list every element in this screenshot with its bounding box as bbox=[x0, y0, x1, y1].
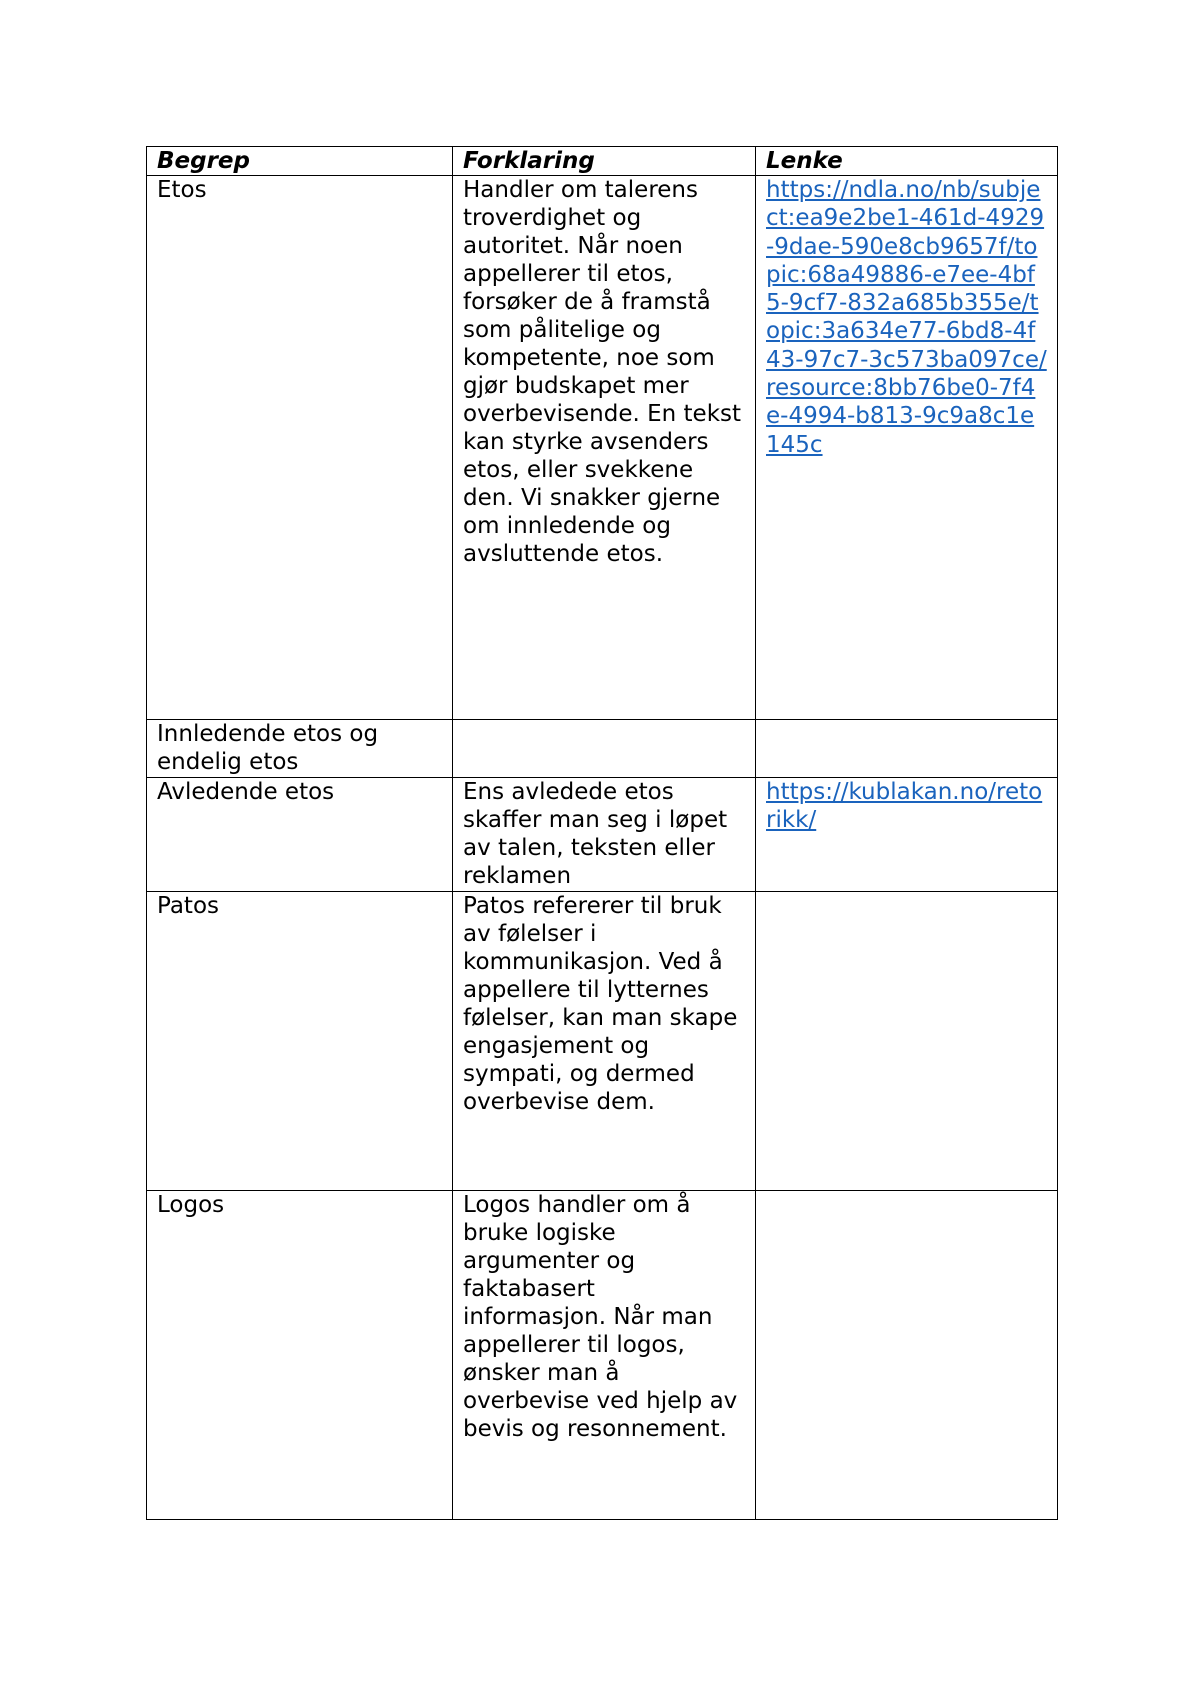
term-cell: Patos bbox=[147, 892, 453, 1191]
explanation-cell: Ens avledede etos skaffer man seg i løpet av talen, teksten eller reklamen bbox=[453, 778, 756, 892]
kublakan-link[interactable]: https://kublakan.no/retorikk/ bbox=[766, 779, 1043, 834]
link-cell bbox=[756, 176, 1058, 720]
table-row bbox=[147, 176, 1058, 720]
explanation-cell: Patos refererer til bruk av følelser i kommunikasjon. Ved å appellere til lytternes følelser, kan man skape engasjement og sympati, og dermed overbevise dem. bbox=[453, 892, 756, 1191]
table-row bbox=[147, 720, 1058, 778]
table-row bbox=[147, 778, 1058, 892]
table-header-row bbox=[147, 147, 1058, 176]
explanation-cell: Logos handler om å bruke logiske argumenter og faktabasert informasjon. Når man appellerer til logos, ønsker man å overbevise ved hjelp av bevis og resonnement. bbox=[453, 1191, 756, 1520]
link-cell bbox=[756, 1191, 1058, 1520]
term-cell: Etos bbox=[147, 176, 453, 720]
term-cell: Avledende etos bbox=[147, 778, 453, 892]
term-cell: Logos bbox=[147, 1191, 453, 1520]
link-cell bbox=[756, 892, 1058, 1191]
table-row bbox=[147, 892, 1058, 1191]
explanation-cell bbox=[453, 720, 756, 778]
term-cell: Innledende etos og endelig etos bbox=[147, 720, 453, 778]
header-begrep: Begrep bbox=[147, 147, 453, 176]
link-cell bbox=[756, 720, 1058, 778]
header-lenke: Lenke bbox=[756, 147, 1058, 176]
explanation-cell: Handler om talerens troverdighet og autoritet. Når noen appellerer til etos, forsøker de å framstå som pålitelige og kompetente, noe som gjør budskapet mer overbevisende. En tekst kan styrke avsenders etos, eller svekkene den. Vi snakker gjerne om innledende og avsluttende etos. bbox=[453, 176, 756, 720]
concept-table bbox=[146, 146, 1058, 1520]
link-cell bbox=[756, 778, 1058, 892]
ndla-link[interactable]: https://ndla.no/nb/subject:ea9e2be1-461d-4929-9dae-590e8cb9657f/topic:68a49886-e7ee-4bf5-9cf7-832a685b355e/topic:3a634e77-6bd8-4f43-97c7-3c573ba097ce/resource:8bb76be0-7f4e-4994-b813-9c9a8c1e145c bbox=[766, 177, 1047, 458]
header-forklaring: Forklaring bbox=[453, 147, 756, 176]
table-row bbox=[147, 1191, 1058, 1520]
